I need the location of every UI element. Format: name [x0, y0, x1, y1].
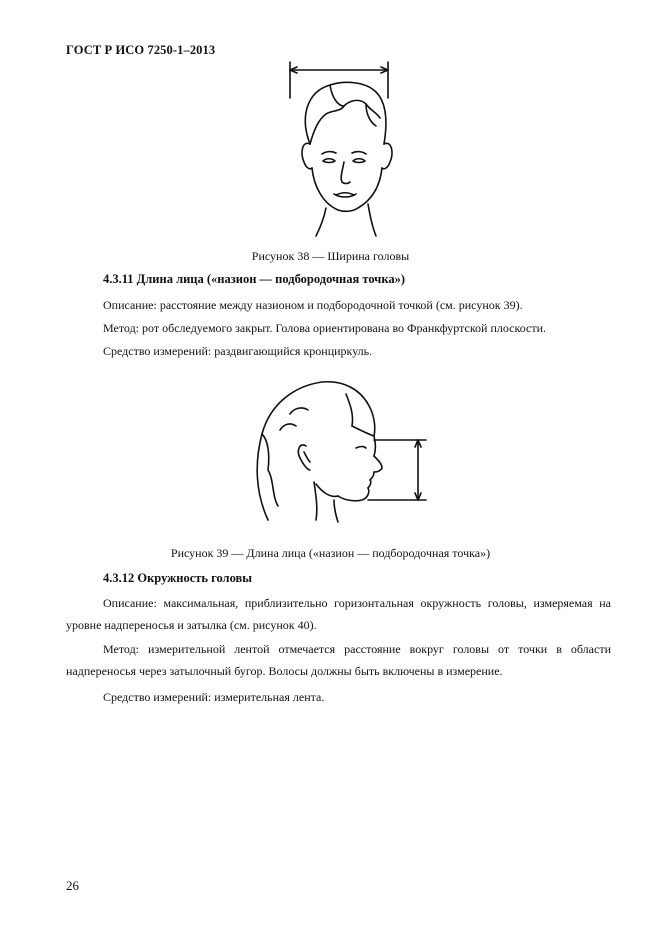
- section-4-3-12-method: Метод: измерительной лентой отмечается расстояние вокруг головы от точки в области надпереносья через затылочный бугор. Волосы должны быть включены в измерение.: [66, 642, 611, 678]
- section-4-3-11-title: 4.3.11 Длина лица («назион — подбородочная точка»): [103, 272, 406, 286]
- figure-38-caption: Рисунок 38 — Ширина головы: [251, 249, 410, 263]
- figure-39-caption: Рисунок 39 — Длина лица («назион — подбородочная точка»): [170, 546, 491, 560]
- section-4-3-11-instrument: Средство измерений: раздвигающийся кронциркуль.: [103, 344, 373, 358]
- page-number: 26: [66, 878, 79, 893]
- section-4-3-11-method: Метод: рот обследуемого закрыт. Голова ориентирована во Франкфуртской плоскости.: [103, 321, 547, 335]
- section-4-3-11-description: Описание: расстояние между назионом и подбородочной точкой (см. рисунок 39).: [103, 298, 523, 312]
- figure-39-illustration: [250, 374, 440, 524]
- document-header: ГОСТ Р ИСО 7250-1–2013: [66, 43, 216, 57]
- figure-38-illustration: [270, 58, 410, 240]
- section-4-3-12-description: Описание: максимальная, приблизительно горизонтальная окружность головы, измеряемая на уровне надпереносья и затылка (см. рисунок 40).: [66, 596, 611, 632]
- section-4-3-12-instrument: Средство измерений: измерительная лента.: [103, 690, 325, 704]
- section-4-3-12-title: 4.3.12 Окружность головы: [103, 571, 253, 585]
